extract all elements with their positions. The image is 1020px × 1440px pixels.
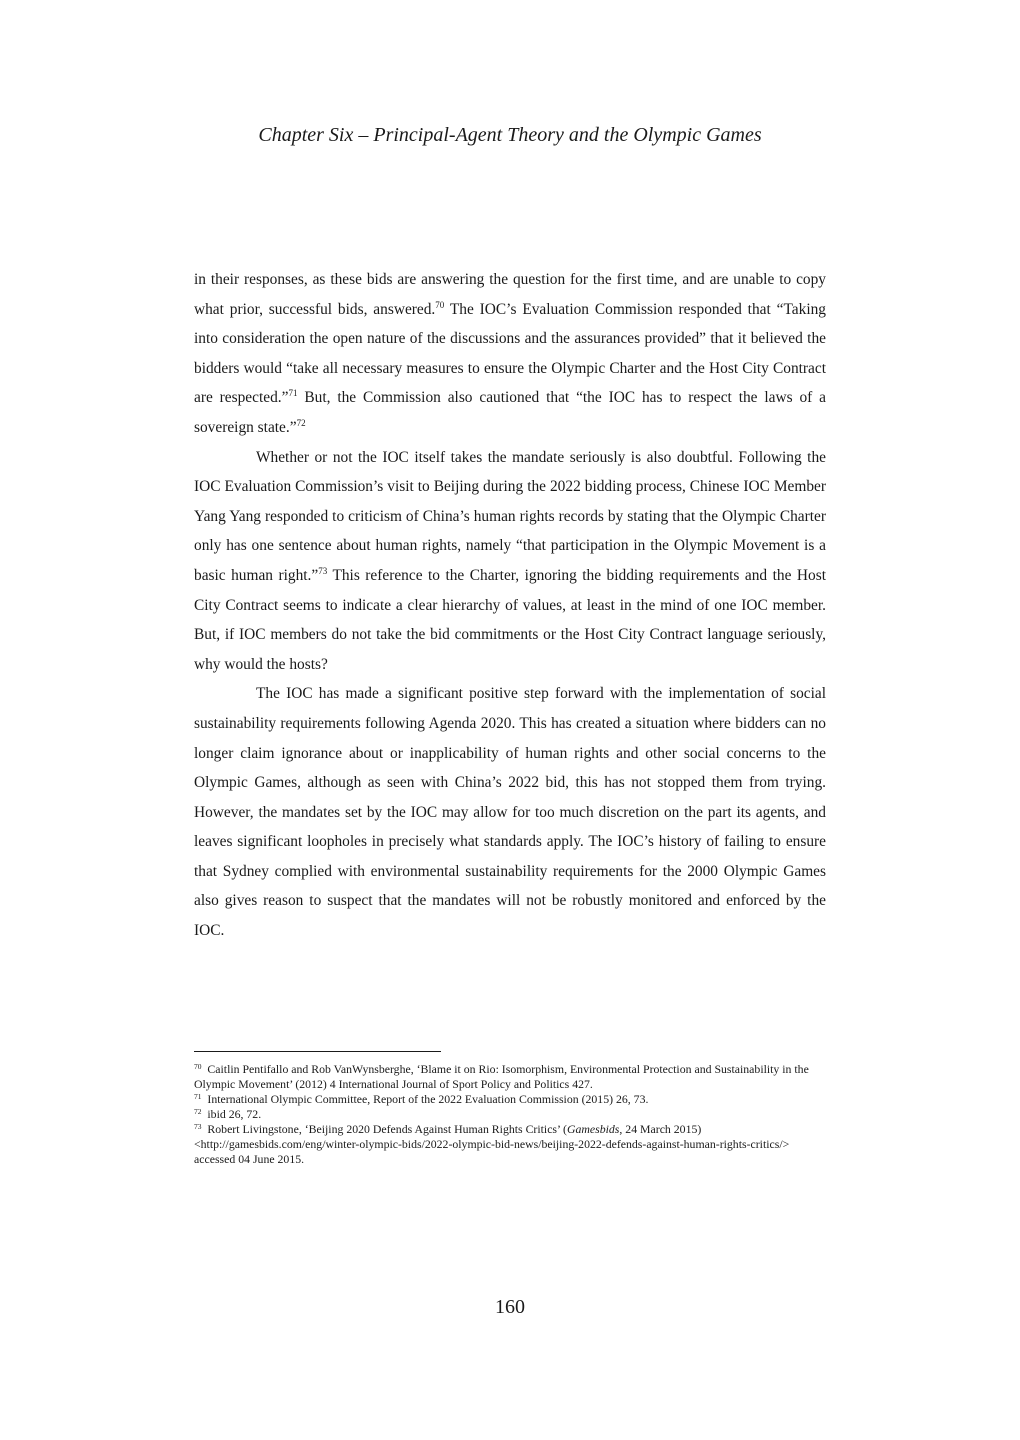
footnote-text: ibid 26, 72.: [207, 1107, 262, 1121]
paragraph-1-text-b: The IOC’s Evaluation Commission responded that “Taking into consideration the open nature of the discussions and the assurances provided” that it believed the bidders would “take all necessary measures to ensure the Olympic Charter and the Host City Contract are respected.”: [194, 300, 826, 407]
footnote-number: 72: [194, 1107, 202, 1116]
paragraph-2-text-a: Whether or not the IOC itself takes the mandate seriously is also doubtful. Following the IOC Evaluation Commission’s visit to Beijing during the 2022 bidding process, Chinese IOC Member Yang Yang responded to criticism of China’s human rights records by stating that the Olympic Charter only has one sentence about human rights, namely “that participation in the Olympic Movement is a basic human right.”: [194, 448, 826, 584]
paragraph-1-text-c: But, the Commission also cautioned that “the IOC has to respect the laws of a sovereign state.”: [194, 389, 827, 436]
paragraph-3: The IOC has made a significant positive step forward with the implementation of social sustainability requirements following Agenda 2020. This has created a situation where bidders can no longer claim ignorance about or inapplicability of human rights and other social concerns to the Olympic Games, although as seen with China’s 2022 bid, this has not stopped them from trying. However, the mandates set by the IOC may allow for too much discretion on the part its agents, and leaves significant loopholes in precisely what standards apply. The IOC’s history of failing to ensure that Sydney complied with environmental sustainability requirements for the 2000 Olympic Games also gives reason to suspect that the mandates will not be robustly monitored and enforced by the IOC.: [194, 685, 826, 940]
footnote-text: Robert Livingstone, ‘Beijing 2020 Defends Against Human Rights Critics’ (: [207, 1122, 567, 1136]
footnote-source-title: Gamesbids: [566, 1122, 620, 1136]
paragraph-2: [194, 443, 826, 680]
footnote-number: 70: [194, 1062, 202, 1071]
footnotes: [194, 1062, 826, 1167]
main-text: [194, 265, 826, 946]
footnote-text-tail: , 24 March 2015) <http://gamesbids.com/eng/winter-olympic-bids/2022-olympic-bid-news/beijing-2022-defends-against-human-rights-critics/> accessed 04 June 2015.: [194, 1122, 790, 1166]
footnote-70: [194, 1062, 826, 1092]
footnote-ref-70: 70: [435, 299, 445, 310]
footnote-separator: [194, 1051, 441, 1052]
footnote-71: [194, 1092, 826, 1107]
footnote-73: [194, 1122, 826, 1167]
footnote-ref-72: 72: [296, 417, 306, 428]
footnote-text: International Olympic Committee, Report of the 2022 Evaluation Commission (2015) 26, 73.: [207, 1092, 649, 1106]
page-number: 160: [495, 1296, 525, 1318]
paragraph-1-text-a: in their responses, as these bids are answering the question for the first time, and are unable to copy what prior, successful bids, answered.: [194, 271, 826, 318]
paragraph-1: [194, 265, 826, 443]
footnote-ref-71: 71: [288, 388, 298, 399]
footnote-text: Caitlin Pentifallo and Rob VanWynsberghe, ‘Blame it on Rio: Isomorphism, Environmental Protection and Sustainability in the Olympic Movement’ (2012) 4 International Journal of Sport Policy and Politics 427.: [194, 1062, 809, 1091]
footnote-72: [194, 1107, 826, 1122]
footnote-ref-73: 73: [318, 565, 328, 576]
footnote-number: 73: [194, 1122, 202, 1131]
footnote-number: 71: [194, 1092, 202, 1101]
running-header: Chapter Six – Principal-Agent Theory and the Olympic Games: [258, 124, 762, 146]
paragraph-2-text-b: This reference to the Charter, ignoring the bidding requirements and the Host City Contract seems to indicate a clear hierarchy of values, at least in the mind of one IOC member. But, if IOC members do not take the bid commitments or the Host City Contract language seriously, why would the hosts?: [194, 566, 826, 673]
